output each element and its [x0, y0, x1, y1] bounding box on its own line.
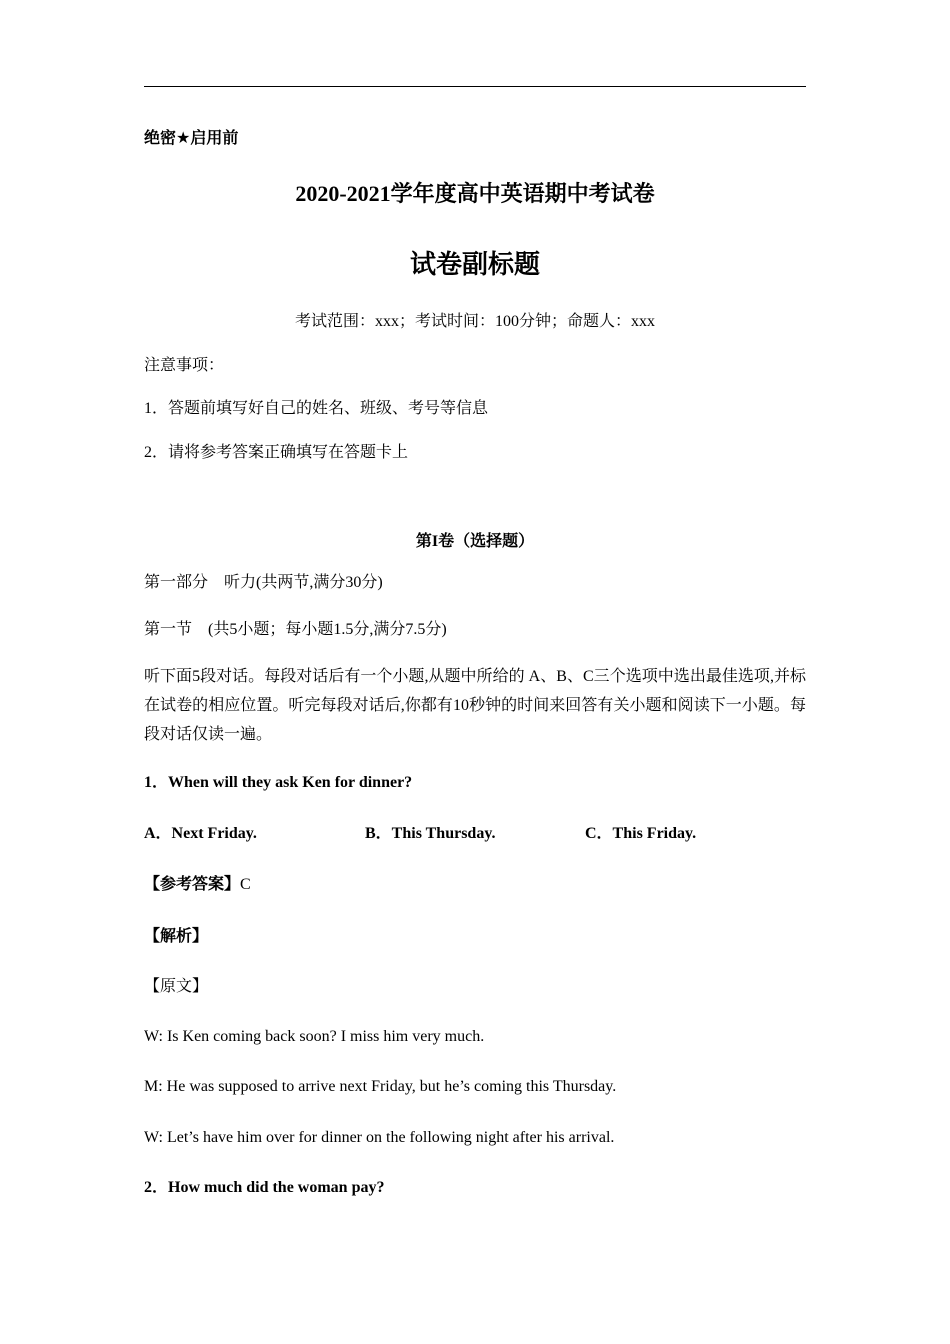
- transcript-line-3: W: Let’s have him over for dinner on the following night after his arrival.: [144, 1129, 615, 1146]
- secret-mark: 绝密★启用前: [144, 128, 239, 147]
- question-1-answer: [144, 875, 806, 895]
- section1-heading: 第一节 (共5小题；每小题1.5分,满分7.5分): [144, 621, 447, 638]
- exam-info: 考试范围：xxx；考试时间：100分钟；命题人：xxx: [294, 313, 655, 330]
- transcript-line-1: W: Is Ken coming back soon? I miss him very much.: [144, 1028, 485, 1045]
- answer-label: 【参考答案】: [144, 876, 241, 893]
- answer-value: C: [240, 876, 251, 893]
- question-1-option-a: A．Next Friday.: [144, 825, 257, 842]
- exam-subtitle: 试卷副标题: [409, 250, 540, 279]
- question-2-stem: 2．How much did the woman pay?: [144, 1179, 385, 1196]
- listening-instructions: 听下面5段对话。每段对话后有一个小题,从题中所给的 A、B、C三个选项中选出最佳选项,并标在试卷的相应位置。听完每段对话后,你都有10秒钟的时间来回答有关小题和阅读下一小题。每段对话仅读一遍。: [144, 668, 806, 743]
- exam-title: 2020-2021学年度高中英语期中考试卷: [295, 181, 655, 206]
- notes-item-2: 2．请将参考答案正确填写在答题卡上: [144, 444, 409, 461]
- question-1-option-b: B．This Thursday.: [365, 825, 496, 842]
- question-1-analysis-label: 【解析】: [144, 928, 209, 945]
- notes-heading: 注意事项：: [144, 357, 225, 374]
- header-rule: [144, 86, 806, 87]
- part1-heading: 第一部分 听力(共两节,满分30分): [144, 574, 383, 591]
- transcript-line-2: M: He was supposed to arrive next Friday, but he’s coming this Thursday.: [144, 1078, 617, 1095]
- question-1-option-c: C．This Friday.: [585, 825, 697, 842]
- notes-item-1: 1．答题前填写好自己的姓名、班级、考号等信息: [144, 400, 489, 417]
- volume-heading: 第I卷（选择题）: [415, 533, 535, 550]
- question-1-transcript-label: 【原文】: [144, 978, 209, 995]
- question-1-stem: 1．When will they ask Ken for dinner?: [144, 774, 413, 791]
